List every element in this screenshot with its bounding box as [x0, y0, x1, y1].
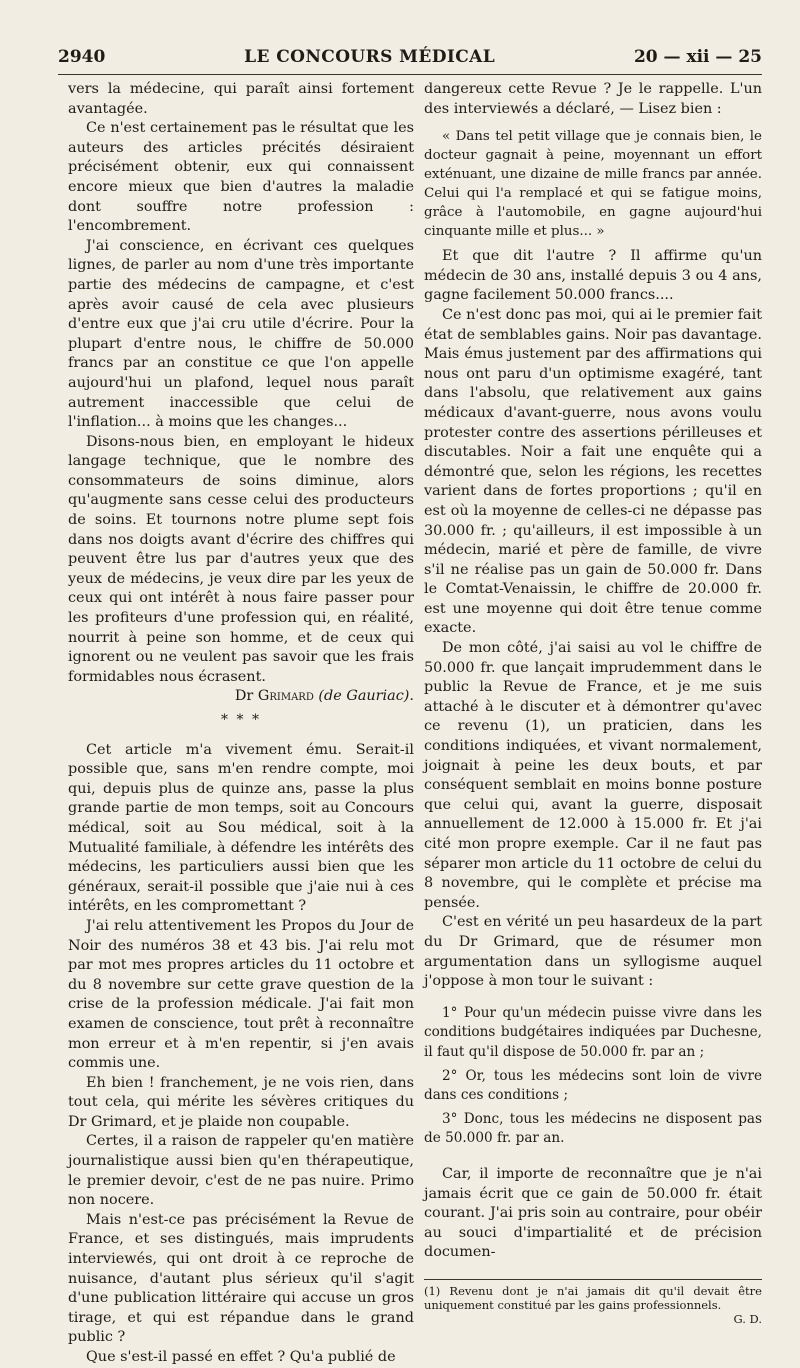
page-number: 2940 [58, 47, 106, 67]
signature-prefix: Dr [234, 688, 254, 705]
paragraph: Ce n'est donc pas moi, qui ai le premier fait état de semblables gains. Noir pas davantage. Mais émus justement par des affirmations qui nous ont paru d'un optimisme exagéré, tant dans l'absolu, que relativement aux gains médicaux d'avant-guerre, nous avons voulu protester contre des assertions périlleuses et discutables. Noir a fait une enquête qui a démontré que, selon les régions, les recettes varient dans de fortes proportions ; qu'il en est où la moyenne de celles-ci ne dépasse pas 30.000 fr. ; qu'ailleurs, il est impossible à un médecin, marié et père de famille, de vivre s'il ne réalise pas un gain de 50.000 fr. Dans le Comtat-Venaissin, le chiffre de 20.000 fr. est une moyenne qui doit être tenue comme exacte. [424, 306, 762, 637]
paragraph: Car, il importe de reconnaître que je n'ai jamais écrit que ce gain de 50.000 fr. était courant. J'ai pris soin au contraire, pour obéir au souci d'impartialité et de précision documen- [424, 1165, 762, 1261]
syllogism-item: 2° Or, tous les médecins sont loin de vivre dans ces conditions ; [424, 1067, 762, 1104]
spacer [424, 1153, 762, 1165]
paragraph: dangereux cette Revue ? Je le rappelle. L'un des interviewés a déclaré, — Lisez bien : [424, 81, 762, 117]
paragraph: Ce n'est certainement pas le résultat que les auteurs des articles précités désiraient précisément obtenir, eux qui connaissent encore mieux que bien d'autres la maladie dont souffre notre profession : l'encombrement. [68, 120, 414, 235]
paragraph: C'est en vérité un peu hasardeux de la part du Dr Grimard, que de résumer mon argumentation dans un syllogisme auquel j'oppose à mon tour le suivant : [424, 914, 762, 990]
signature [68, 687, 414, 707]
paragraph: Eh bien ! franchement, je ne vois rien, dans tout cela, qui mérite les sévères critiques du Dr Grimard, et je plaide non coupable. [68, 1074, 414, 1130]
paragraph: vers la médecine, qui paraît ainsi fortement avantagée. [68, 81, 414, 117]
paragraph: Cet article m'a vivement ému. Serait-il possible que, sans m'en rendre compte, moi qui, depuis plus de quinze ans, passe la plus grande partie de mon temps, soit au Concours médical, soit au Sou médical, soit à la Mutualité familiale, à défendre les intérêts des médecins, les particuliers aussi bien que les généraux, serait-il possible que j'aie nui à ces intérêts, en les compromettant ? [68, 741, 414, 915]
footnote-initials: G. D. [733, 1311, 762, 1326]
right-column [424, 80, 762, 1326]
section-separator: * * * [221, 712, 261, 728]
syllogism-item: 1° Pour qu'un médecin puisse vivre dans les conditions budgétaires indiquées par Duchesne, il faut qu'il dispose de 50.000 fr. par an ; [424, 1004, 762, 1060]
paragraph: Que s'est-il passé en effet ? Qu'a publié de [86, 1349, 396, 1365]
footnote [424, 1284, 762, 1326]
syllogism-list [424, 1004, 762, 1149]
page-header [58, 40, 762, 75]
paragraph: Mais n'est-ce pas précisément la Revue de France, et ses distingués, mais imprudents interviewés, qui ont droit à ce reproche de nuisance, d'autant plus sérieux qu'il s'agit d'une publication littéraire qui accuse un gros tirage, et qui est répandue dans le grand public ? [68, 1211, 414, 1346]
quote-text: « Dans tel petit village que je connais bien, le docteur gagnait à peine, moyennant un effort exténuant, une dizaine de mille francs par année. Celui qui l'a remplacé et qui se fatigue moins, grâce à l'automobile, en gagne aujourd'hui cinquante mille et plus... » [424, 129, 762, 240]
footnote-text: (1) Revenu dont je n'ai jamais dit qu'il devait être uniquement constitué par les gains professionnels. [424, 1283, 762, 1312]
paragraph: J'ai conscience, en écrivant ces quelques lignes, de parler au nom d'une très importante partie des médecins de campagne, et c'est après avoir causé de cela avec plusieurs d'entre eux que j'ai cru utile d'écrire. Pour la plupart d'entre nous, le chiffre de 50.000 francs par an constitue ce que l'on appelle aujourd'hui un plafond, lequel nous paraît autrement inaccessible que celui de l'inflation... à moins que les changes... [68, 237, 414, 431]
paragraph: Disons-nous bien, en employant le hideux langage technique, que le nombre des consommateurs de soins diminue, alors qu'augmente sans cesse celui des producteurs de soins. Et tournons notre plume sept fois dans nos doigts avant d'écrire des chiffres qui peuvent être lus par d'autres yeux que des yeux de médecins, je veux dire par les yeux de ceux qui ont intérêt à nous faire passer pour les profiteurs d'une profession qui, en réalité, nourrit à peine son homme, et de ceux qui ignorent ou ne veulent pas savoir que les frais formidables nous écrasent. [68, 433, 414, 685]
signature-place: (de Gauriac). [318, 688, 414, 705]
paragraph: Et que dit l'autre ? Il affirme qu'un médecin de 30 ans, installé depuis 3 ou 4 ans, gagne facilement 50.000 francs.... [424, 248, 762, 304]
issue-date: 20 — xii — 25 [633, 47, 762, 67]
spacer [424, 992, 762, 1004]
signature-name: Grimard [257, 688, 314, 705]
paragraph: J'ai relu attentivement les Propos du Jour de Noir des numéros 38 et 43 bis. J'ai relu mot par mot mes propres articles du 11 octobre et du 8 novembre sur cette grave question de la crise de la profession médicale. J'ai fait mon examen de conscience, tout prêt à reconnaître mon erreur et à m'en repentir, si j'en avais commis une. [68, 917, 414, 1072]
block-quote [424, 127, 762, 241]
syllogism-item: 3° Donc, tous les médecins ne disposent pas de 50.000 fr. par an. [424, 1110, 762, 1147]
footnote-rule [424, 1279, 762, 1280]
paragraph: Certes, il a raison de rappeler qu'en matière journalistique aussi bien qu'en thérapeutique, le premier devoir, c'est de ne pas nuire. Primo non nocere. [68, 1133, 414, 1209]
left-column [68, 80, 414, 1368]
journal-title: LE CONCOURS MÉDICAL [244, 47, 496, 67]
paragraph: De mon côté, j'ai saisi au vol le chiffre de 50.000 fr. que lançait imprudemment dans le public la Revue de France, et je me suis attaché à le discuter et à démontrer qu'avec ce revenu (1), un praticien, dans les conditions indiquées, et vivant normalement, joignait à peine les deux bouts, et par conséquent semblait en moins bonne posture que celui qui, avant la guerre, disposait annuellement de 12.000 à 15.000 fr. Et j'ai cité mon propre exemple. Car il ne faut pas séparer mon article du 11 octobre de celui du 8 novembre, qui le complète et précise ma pensée. [424, 640, 762, 911]
